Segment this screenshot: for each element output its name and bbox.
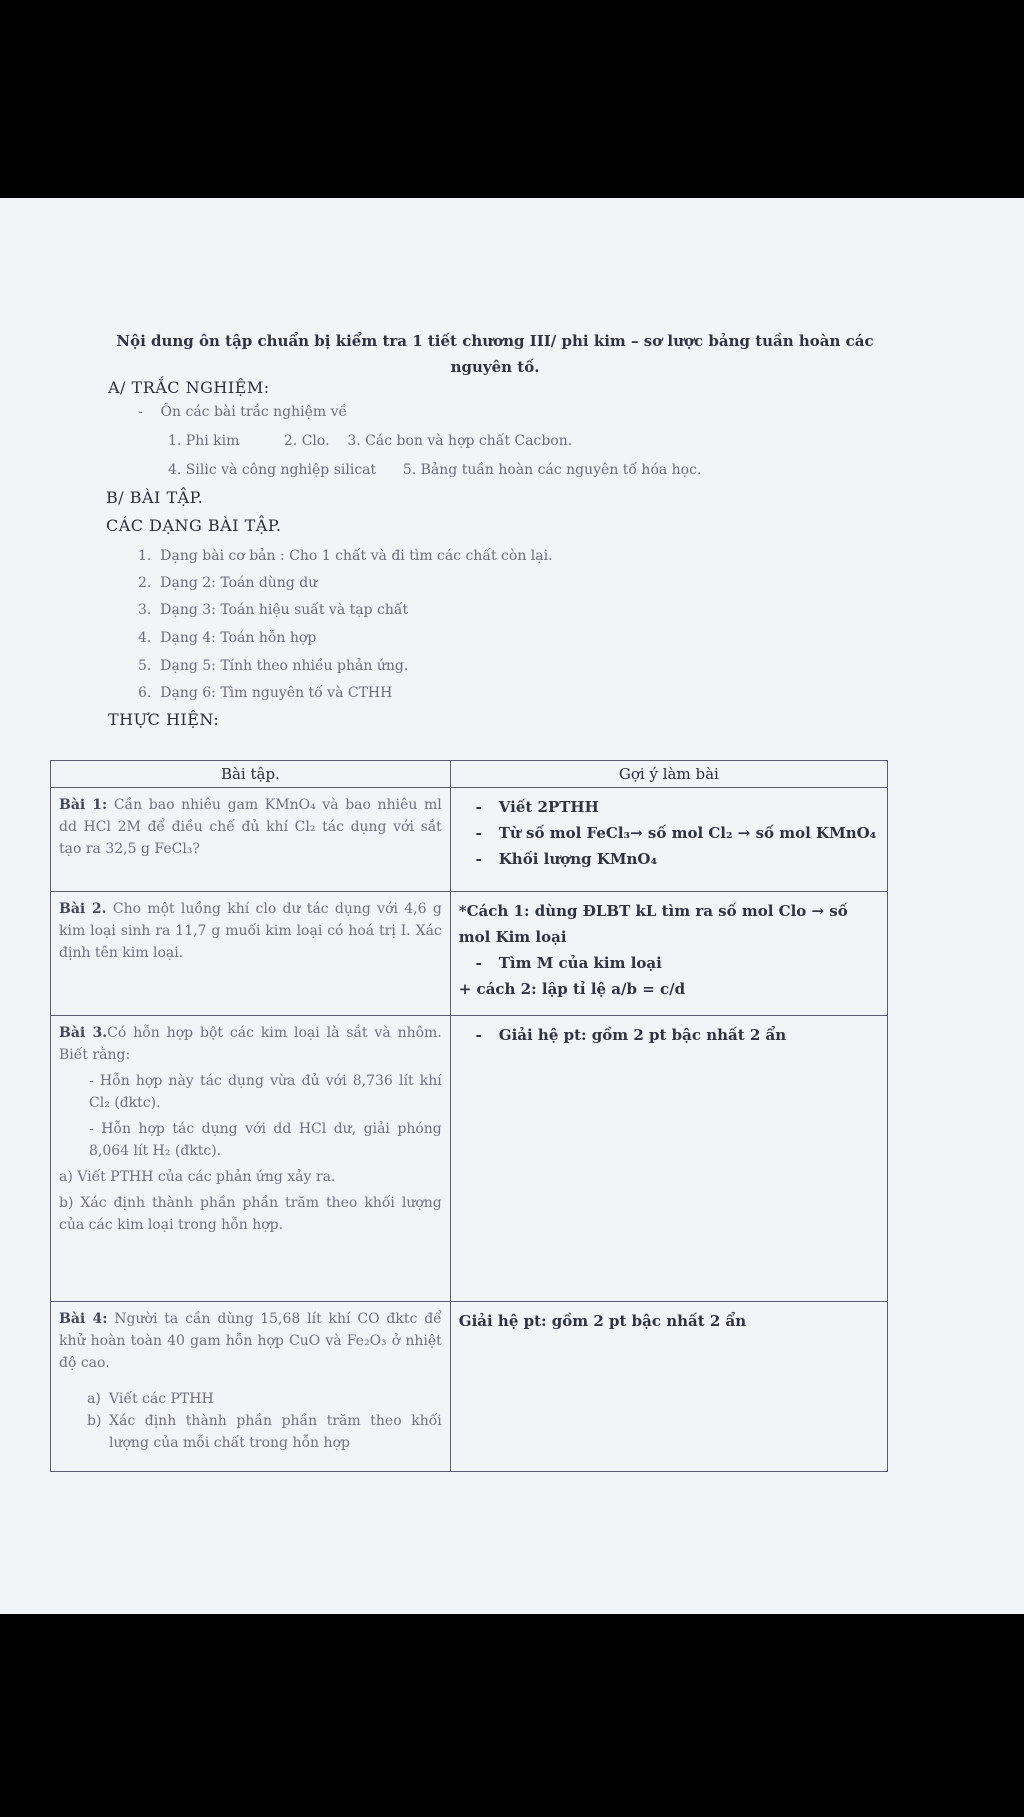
table-row (51, 892, 888, 1016)
dash-marker: - (138, 404, 161, 420)
table-row (51, 788, 888, 892)
section-a-intro: Ôn các bài trắc nghiệm về (160, 404, 348, 420)
exercise-type-item: 1. Dạng bài cơ bản : Cho 1 chất và đi tìm các chất còn lại. (138, 548, 553, 564)
hint-item: - Giải hệ pt: gồm 2 pt bậc nhất 2 ẩn (475, 1026, 787, 1044)
hint-item: - Khối lượng KMnO₄ (475, 850, 658, 868)
exercise-1-text (59, 794, 442, 860)
exercise-2-text (59, 898, 442, 964)
hint-line: *Cách 1: dùng ĐLBT kL tìm ra số mol Clo → số mol Kim loại (458, 902, 848, 946)
table-header-row (51, 761, 888, 788)
exercise-label: Bài 2. (59, 901, 107, 917)
exercise-sub-item: a) Viết PTHH của các phản ứng xảy ra. (59, 1169, 336, 1185)
exercise-label: Bài 3. (59, 1025, 108, 1041)
hint-line: + cách 2: lập tỉ lệ a/b = c/d (458, 980, 686, 998)
exercise-label: Bài 1: (59, 797, 108, 813)
exercise-sub-item: - Hỗn hợp này tác dụng vừa đủ với 8,736 lít khí Cl₂ (đktc). (89, 1073, 442, 1111)
exercise-3-text (59, 1022, 442, 1066)
hint-item: - Viết 2PTHH (475, 798, 599, 816)
exercise-type-item: 4. Dạng 4: Toán hỗn hợp (138, 630, 317, 646)
table-row (51, 1302, 888, 1472)
exercise-sub-item: b) Xác định thành phần phần trăm theo khối lượng của mỗi chất trong hỗn hợp (87, 1413, 442, 1451)
hint-item: - Từ số mol FeCl₃→ số mol Cl₂ → số mol KMnO₄ (475, 824, 877, 842)
exercise-body: Cho một luồng khí clo dư tác dụng với 4,6 g kim loại sinh ra 11,7 g muối kim loại có hoá trị I. Xác định tên kim loại. (59, 901, 442, 961)
section-a-topics-line1: 1. Phi kim 2. Clo. 3. Các bon và hợp chất Cacbon. (168, 433, 573, 449)
exercise-body: Có hỗn hợp bột các kim loại là sắt và nhôm. Biết rằng: (59, 1025, 442, 1063)
section-b-heading: B/ BÀI TẬP. (106, 488, 204, 507)
table-row (51, 1016, 888, 1302)
header-hints: Gợi ý làm bài (450, 761, 887, 788)
exercises-table (50, 760, 888, 1472)
exercise-sub-item: a) Viết các PTHH (87, 1391, 214, 1407)
exercise-cell (51, 1302, 451, 1472)
exercise-cell (51, 1016, 451, 1302)
exercise-sub-item: b) Xác định thành phần phần trăm theo khối lượng của các kim loại trong hỗn hợp. (59, 1195, 442, 1233)
exercise-type-item: 3. Dạng 3: Toán hiệu suất và tạp chất (138, 602, 409, 618)
hint-cell (450, 1302, 887, 1472)
exercise-types-heading: CÁC DẠNG BÀI TẬP. (106, 516, 282, 535)
exercise-body: Cần bao nhiêu gam KMnO₄ và bao nhiêu ml dd HCl 2M để điều chế đủ khí Cl₂ tác dụng với sắt tạo ra 32,5 g FeCl₃? (59, 797, 442, 857)
exercise-cell (51, 892, 451, 1016)
section-a-heading: A/ TRẮC NGHIỆM: (108, 378, 270, 397)
hint-cell (450, 1016, 887, 1302)
exercise-label: Bài 4: (59, 1311, 108, 1327)
section-a-intro-line (138, 404, 347, 420)
worksheet-page (0, 198, 1024, 1614)
exercise-type-item: 2. Dạng 2: Toán dùng dư (138, 575, 318, 591)
page-title: Nội dung ôn tập chuẩn bị kiểm tra 1 tiết chương III/ phi kim – sơ lược bảng tuần hoàn các nguyên tố. (116, 332, 874, 376)
hint-cell (450, 788, 887, 892)
exercise-body: Người ta cần dùng 15,68 lít khí CO đktc để khử hoàn toàn 40 gam hỗn hợp CuO và Fe₂O₃ ở nhiệt độ cao. (59, 1311, 442, 1371)
exercise-sub-item: - Hỗn hợp tác dụng với dd HCl dư, giải phóng 8,064 lít H₂ (đktc). (89, 1121, 442, 1159)
exercise-cell (51, 788, 451, 892)
hint-item: - Tìm M của kim loại (475, 954, 662, 972)
exercise-4-text (59, 1308, 442, 1374)
practice-heading: THỰC HIỆN: (108, 710, 220, 729)
hint-cell (450, 892, 887, 1016)
section-a-topics-line2: 4. Silic và công nghiệp silicat 5. Bảng tuần hoàn các nguyên tố hóa học. (168, 462, 702, 478)
hint-line: Giải hệ pt: gồm 2 pt bậc nhất 2 ẩn (458, 1312, 747, 1330)
exercise-type-item: 5. Dạng 5: Tính theo nhiều phản ứng. (138, 658, 409, 674)
header-exercises: Bài tập. (51, 761, 451, 788)
exercise-type-item: 6. Dạng 6: Tìm nguyên tố và CTHH (138, 685, 393, 701)
